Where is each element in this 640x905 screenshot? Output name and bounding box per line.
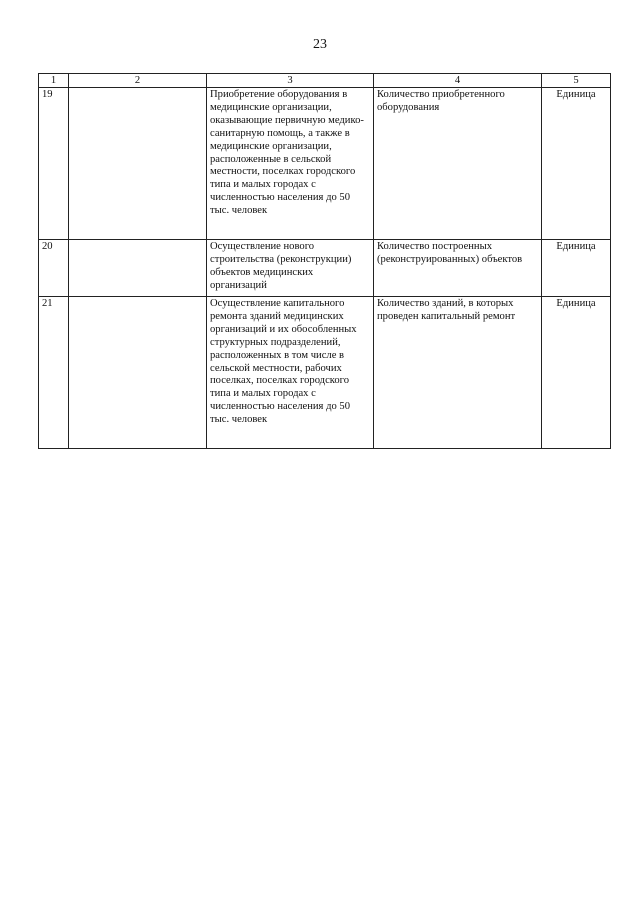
- row-unit-cell: Единица: [542, 88, 611, 240]
- row-activity-cell: Осуществление нового строительства (реконструкции) объектов медицинских организаций: [207, 240, 374, 297]
- column-header-1: 1: [39, 74, 69, 88]
- row-indicator-cell: Количество построенных (реконструированных) объектов: [374, 240, 542, 297]
- row-activity-cell: Осуществление капитального ремонта зданий медицинских организаций и их обособленных структурных подразделений, расположенных в том числе в сельской местности, рабочих поселках, поселках городского типа и малых городах с численностью населения до 50 тыс. человек: [207, 297, 374, 449]
- row-indicator-cell: Количество зданий, в которых проведен капитальный ремонт: [374, 297, 542, 449]
- row-activity-cell: Приобретение оборудования в медицинские организации, оказывающие первичную медико-санитарную помощь, а также в медицинские организации, расположенные в сельской местности, поселках городского типа и малых городах с численностью населения до 50 тыс. человек: [207, 88, 374, 240]
- column-header-2: 2: [69, 74, 207, 88]
- table-row: [39, 240, 611, 297]
- row-col2-cell: [69, 297, 207, 449]
- table-row: [39, 297, 611, 449]
- row-number: 19: [39, 88, 69, 240]
- column-header-5: 5: [542, 74, 611, 88]
- page-number: 23: [313, 37, 327, 52]
- row-indicator-cell: Количество приобретенного оборудования: [374, 88, 542, 240]
- column-header-3: 3: [207, 74, 374, 88]
- table-header-row: [39, 74, 611, 88]
- column-header-4: 4: [374, 74, 542, 88]
- row-col2-cell: [69, 88, 207, 240]
- row-number: 21: [39, 297, 69, 449]
- row-unit-cell: Единица: [542, 297, 611, 449]
- row-col2-cell: [69, 240, 207, 297]
- data-table: [38, 73, 611, 449]
- table-row: [39, 88, 611, 240]
- row-unit-cell: Единица: [542, 240, 611, 297]
- row-number: 20: [39, 240, 69, 297]
